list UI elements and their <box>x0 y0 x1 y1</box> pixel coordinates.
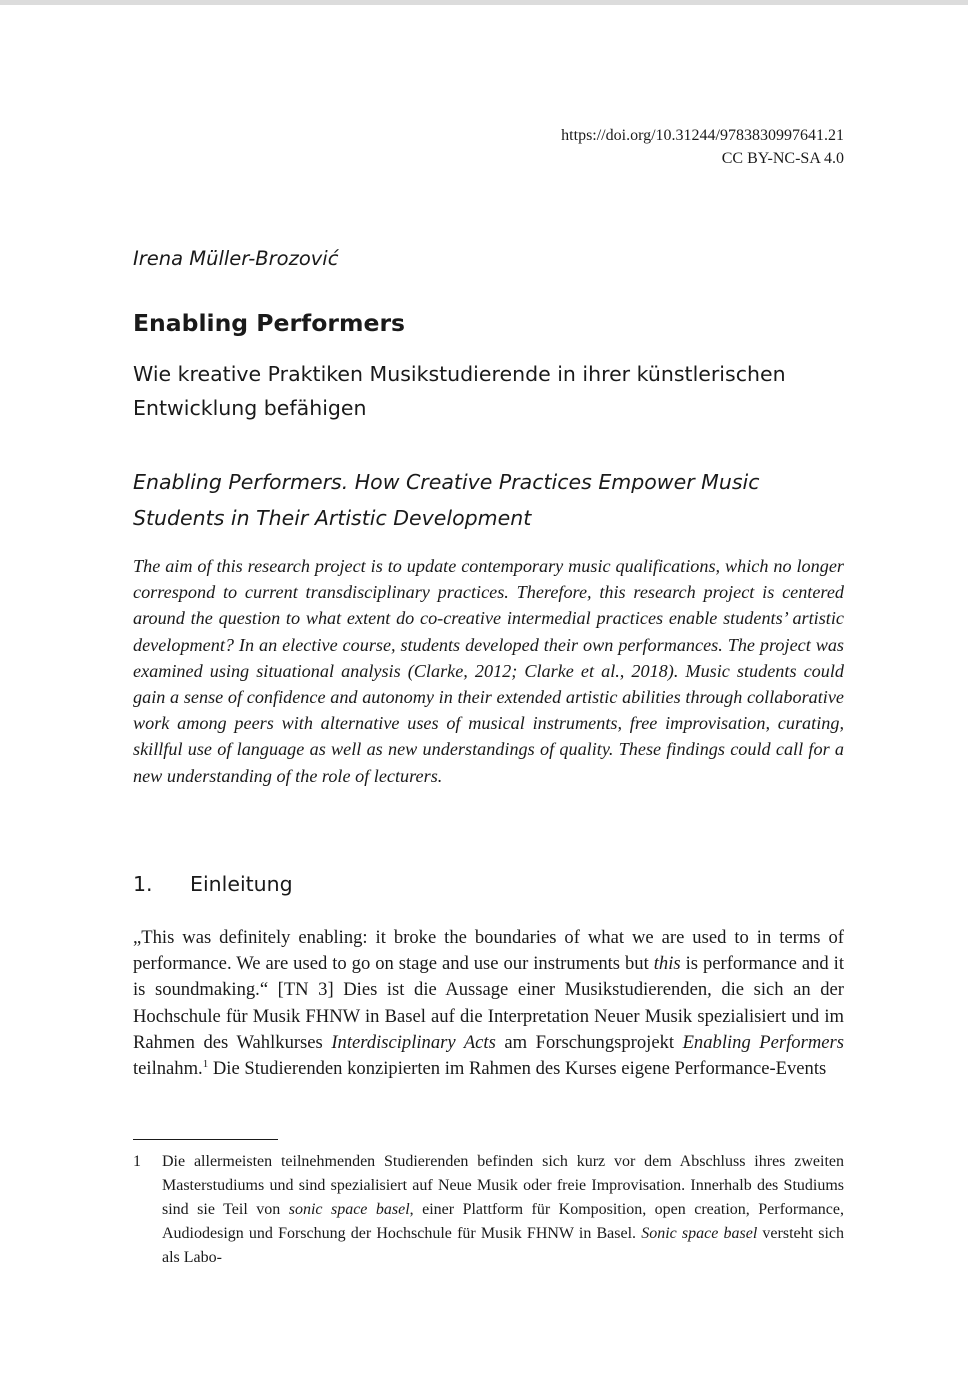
english-title: Enabling Performers. How Creative Practices Empower Music Students in Their Artistic Development <box>133 470 760 530</box>
body-text-3: am Forschungsprojekt <box>495 1031 683 1053</box>
doi-link[interactable]: https://doi.org/10.31244/9783830997641.21 <box>561 127 844 144</box>
footnote-text-3: versteht sich als Labo- <box>162 1225 845 1266</box>
body-text-5: Die Studierenden konzipierten im Rahmen des Kurses eigene Performance-Events <box>208 1058 827 1080</box>
paper-subtitle: Wie kreative Praktiken Musikstudierende in ihrer künstlerischen Entwicklung befähigen <box>133 362 786 420</box>
doi-header <box>561 124 844 170</box>
footnote-emphasis-2: Sonic space basel <box>641 1225 758 1242</box>
body-text-1: „This was definitely enabling: it broke the boundaries of what we are used to in terms of performance. We are used to go on stage and use our instruments but <box>133 927 844 975</box>
section-title: Einleitung <box>190 872 293 896</box>
abstract: The aim of this research project is to update contemporary music qualifications, which no longer correspond to current transdisciplinary practices. Therefore, this research project is centered around the question to what extent do co-creative intermedial practices enable students’ artistic development? In an elective course, students developed their own performances. The project was examined using situational analysis (Clarke, 2012; Clarke et al., 2018). Music students could gain a sense of confidence and autonomy in their extended artistic abilities through collaborative work among peers with alternative uses of musical instruments, free improvisation, curating, skillful use of language as well as new understandings of quality. These findings could call for a new understanding of the role of lecturers. <box>133 556 844 786</box>
license-label: CC BY-NC-SA 4.0 <box>721 150 844 167</box>
footnote-number: 1 <box>133 1153 141 1170</box>
footnote-text-1: Die allermeisten teilnehmenden Studierenden befinden sich kurz vor dem Abschluss ihres zweiten Masterstudiums und sind spezialisiert auf Neue Musik oder freie Improvisation. Innerhalb des Studiums sind sie Teil von <box>162 1153 844 1218</box>
paper-title: Enabling Performers <box>133 309 406 337</box>
footnote <box>133 1150 844 1270</box>
author-name: Irena Müller-Brozović <box>133 247 339 270</box>
footnote-text <box>162 1150 844 1270</box>
footnote-divider <box>133 1139 278 1140</box>
body-text-4: teilnahm. <box>133 1058 203 1080</box>
footnote-emphasis-1: sonic space basel <box>288 1201 410 1218</box>
footnote-text-2: , einer Plattform für Komposition, open creation, Performance, Audiodesign und Forschung der Hochschule für Musik FHNW in Basel. <box>162 1201 844 1242</box>
body-emphasis-project: Enabling Performers <box>682 1031 844 1053</box>
footnote-reference[interactable]: 1 <box>202 1057 209 1070</box>
top-border <box>0 0 968 5</box>
body-paragraph <box>133 925 844 1082</box>
body-emphasis-course: Interdisciplinary Acts <box>331 1031 496 1053</box>
body-text-2: is performance and it is soundmaking.“ [TN 3] Dies ist die Aussage einer Musikstudierenden, die sich an der Hochschule für Musik FHNW in Basel auf die Interpretation Neuer Musik spezialisiert und im Rahmen des Wahlkurses <box>133 953 844 1053</box>
section-number: 1. <box>133 872 153 896</box>
body-emphasis-this: this <box>653 953 681 975</box>
